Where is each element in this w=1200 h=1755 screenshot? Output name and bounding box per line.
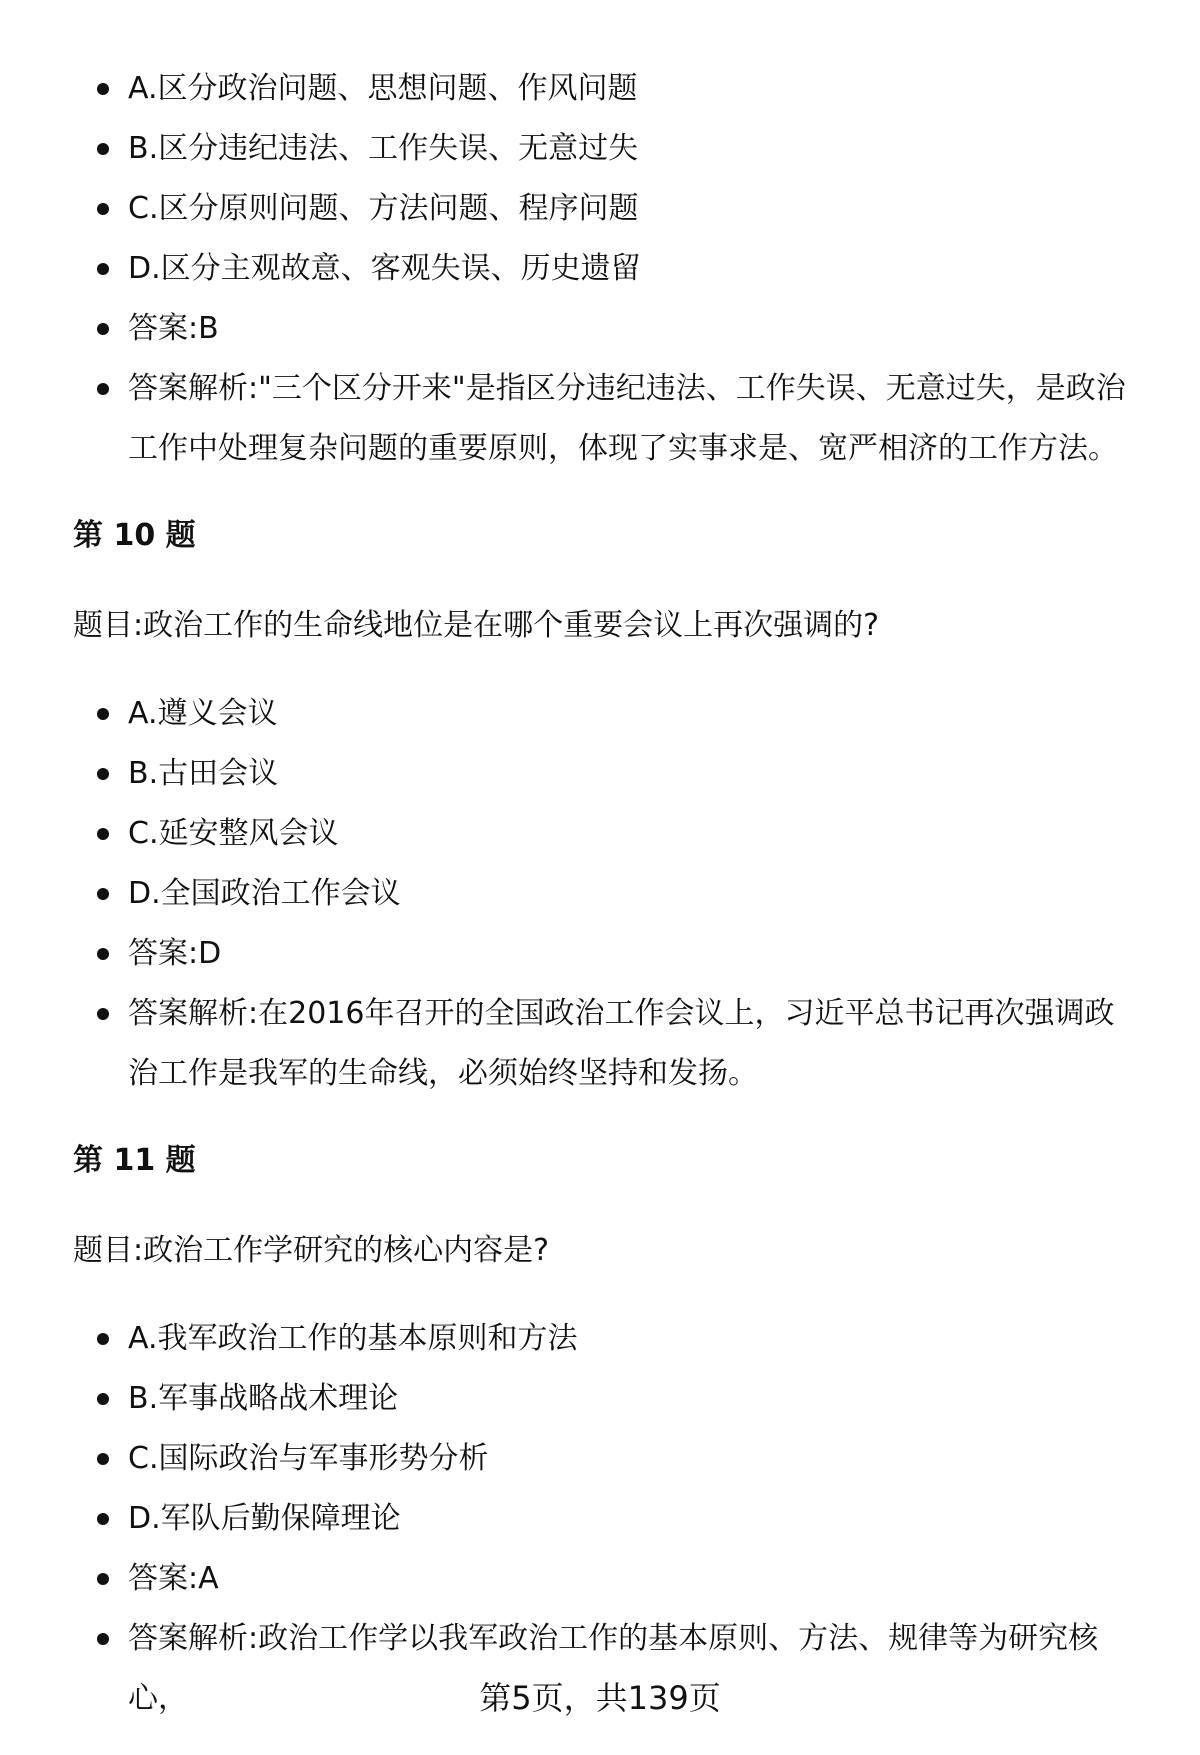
answer-explanation: 答案解析:"三个区分开来"是指区分违纪违法、工作失误、无意过失，是政治工作中处理复杂问题的重要原则，体现了实事求是、宽严相济的工作方法。 — [0, 359, 1200, 479]
option-a: A.区分政治问题、思想问题、作风问题 — [0, 59, 1200, 119]
question-11-heading: 第 11 题 — [73, 1143, 196, 1178]
bullet-icon — [97, 383, 109, 395]
option-b: B.军事战略战术理论 — [0, 1369, 1200, 1429]
answer-explanation: 答案解析:政治工作学以我军政治工作的基本原则、方法、规律等为研究核心， — [0, 1609, 1200, 1669]
bullet-icon — [97, 263, 109, 275]
option-d: D.全国政治工作会议 — [0, 864, 1200, 924]
option-a: A.我军政治工作的基本原则和方法 — [0, 1309, 1200, 1369]
bullet-icon — [97, 888, 109, 900]
bullet-icon — [97, 1008, 109, 1020]
bullet-icon — [97, 83, 109, 95]
answer: 答案:A — [0, 1549, 1200, 1609]
answer-explanation: 答案解析:在2016年召开的全国政治工作会议上，习近平总书记再次强调政治工作是我军的生命线，必须始终坚持和发扬。 — [0, 984, 1200, 1104]
answer: 答案:B — [0, 299, 1200, 359]
bullet-icon — [97, 1513, 109, 1525]
bullet-icon — [97, 1573, 109, 1585]
bullet-icon — [97, 203, 109, 215]
bullet-icon — [97, 1633, 109, 1645]
bullet-icon — [97, 828, 109, 840]
option-a: A.遵义会议 — [0, 684, 1200, 744]
answer: 答案:D — [0, 924, 1200, 984]
option-b: B.区分违纪违法、工作失误、无意过失 — [0, 119, 1200, 179]
bullet-icon — [97, 708, 109, 720]
bullet-icon — [97, 1453, 109, 1465]
option-c: C.国际政治与军事形势分析 — [0, 1429, 1200, 1489]
question-11-stem: 题目:政治工作学研究的核心内容是? — [73, 1233, 550, 1268]
bullet-icon — [97, 948, 109, 960]
question-10-options — [0, 684, 1200, 1104]
option-c: C.区分原则问题、方法问题、程序问题 — [0, 179, 1200, 239]
option-c: C.延安整风会议 — [0, 804, 1200, 864]
option-d: D.区分主观故意、客观失误、历史遗留 — [0, 239, 1200, 299]
bullet-icon — [97, 323, 109, 335]
bullet-icon — [97, 1333, 109, 1345]
prev-question-options — [0, 59, 1200, 479]
bullet-icon — [97, 768, 109, 780]
option-d: D.军队后勤保障理论 — [0, 1489, 1200, 1549]
question-10-heading: 第 10 题 — [73, 518, 196, 553]
bullet-icon — [97, 1393, 109, 1405]
page-number-footer: 第5页，共139页 — [479, 1679, 721, 1717]
option-b: B.古田会议 — [0, 744, 1200, 804]
bullet-icon — [97, 143, 109, 155]
question-10-stem: 题目:政治工作的生命线地位是在哪个重要会议上再次强调的? — [73, 608, 880, 643]
